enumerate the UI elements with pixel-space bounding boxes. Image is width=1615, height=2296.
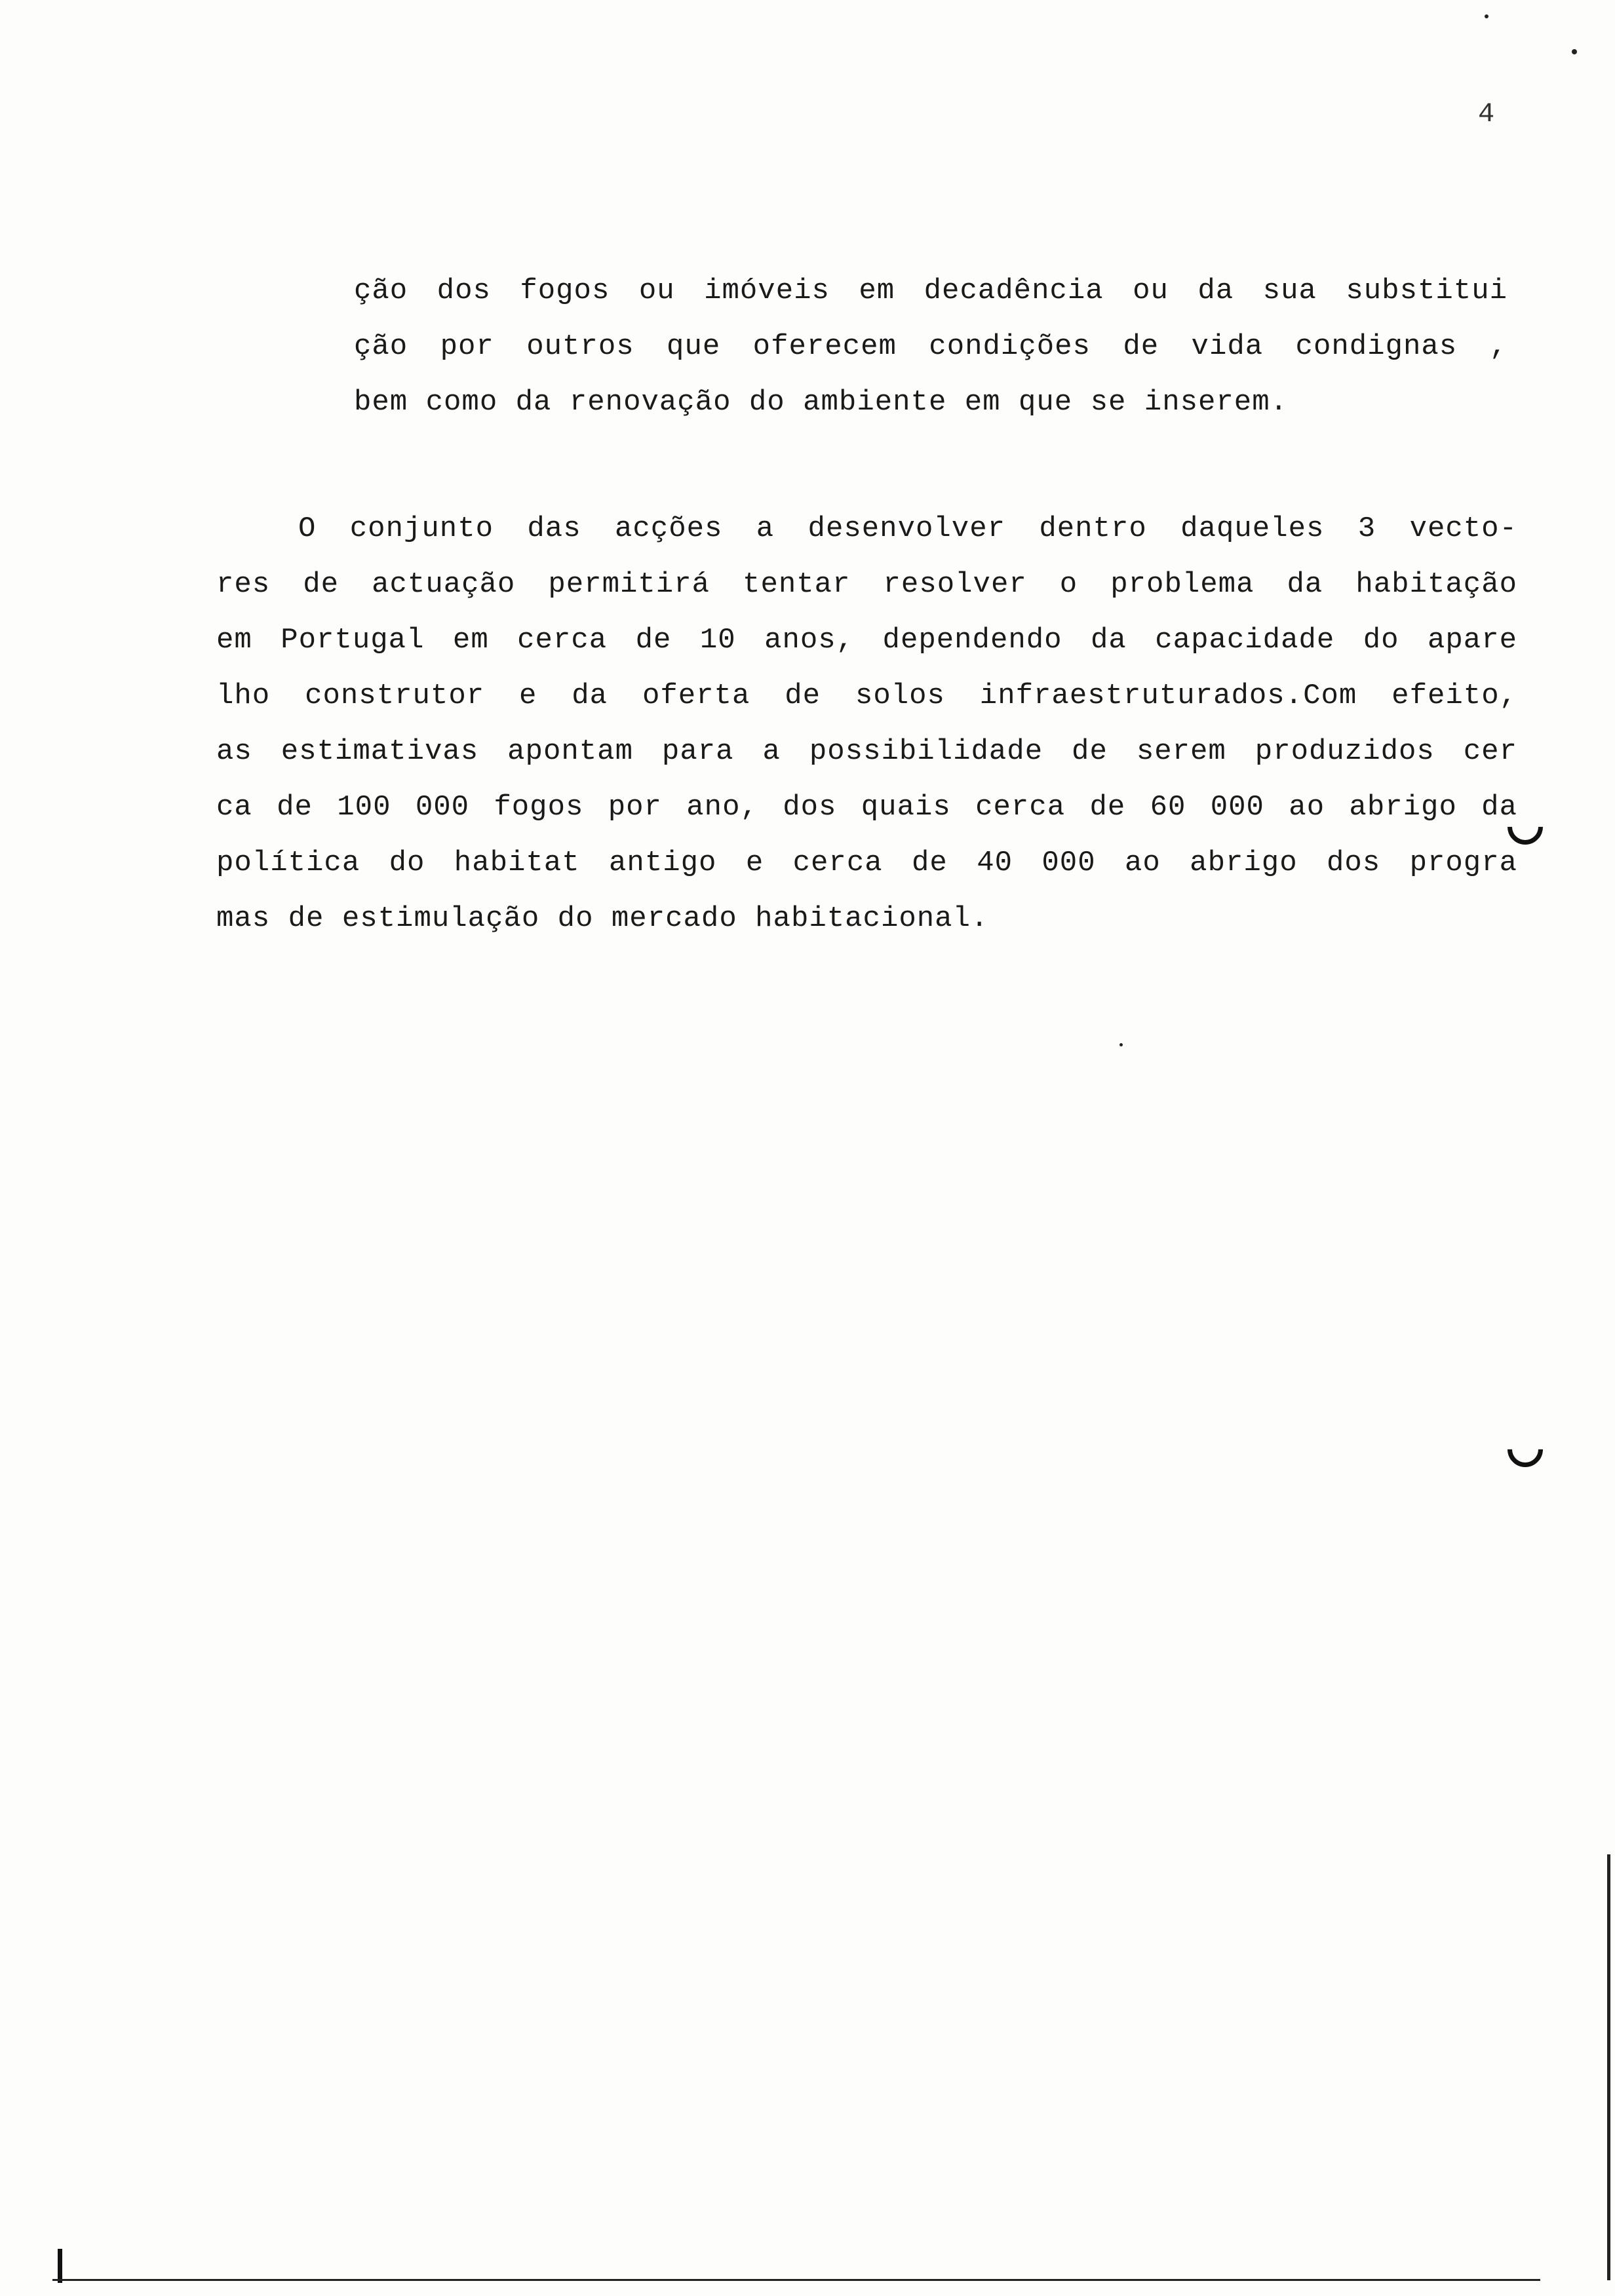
text-line: bem como da renovação do ambiente em que se inserem. <box>354 386 1289 419</box>
text-line: ção por outros que oferecem condições de vida condignas , <box>354 330 1508 363</box>
bottom-edge-line <box>52 2279 1540 2281</box>
scan-speck <box>1119 1043 1123 1046</box>
text-line: ção dos fogos ou imóveis em decadência ou da sua substitui <box>354 275 1508 307</box>
text-line: as estimativas apontam para a possibilidade de serem produzidos cer <box>216 735 1517 768</box>
text-line: lho construtor e da oferta de solos infraestruturados.Com efeito, <box>216 679 1517 712</box>
page-number: 4 <box>1478 98 1495 130</box>
scan-speck <box>1485 14 1489 18</box>
corner-mark <box>58 2249 62 2283</box>
text-line: res de actuação permitirá tentar resolver o problema da habitação <box>216 568 1517 601</box>
text-line: O conjunto das acções a desenvolver dentro daqueles 3 vecto- <box>298 512 1517 545</box>
binder-hole-mark <box>1500 1425 1550 1474</box>
page-edge-shadow <box>1607 1854 1610 2280</box>
scan-speck <box>1572 49 1577 54</box>
text-line: política do habitat antigo e cerca de 40 000 ao abrigo dos progra <box>216 847 1517 879</box>
text-line: mas de estimulação do mercado habitacional. <box>216 902 989 935</box>
text-line: ca de 100 000 fogos por ano, dos quais cerca de 60 000 ao abrigo da <box>216 791 1517 824</box>
paragraph-continuation <box>354 263 1508 430</box>
paragraph-main <box>216 501 1517 947</box>
text-line: em Portugal em cerca de 10 anos, dependendo da capacidade do apare <box>216 624 1517 657</box>
